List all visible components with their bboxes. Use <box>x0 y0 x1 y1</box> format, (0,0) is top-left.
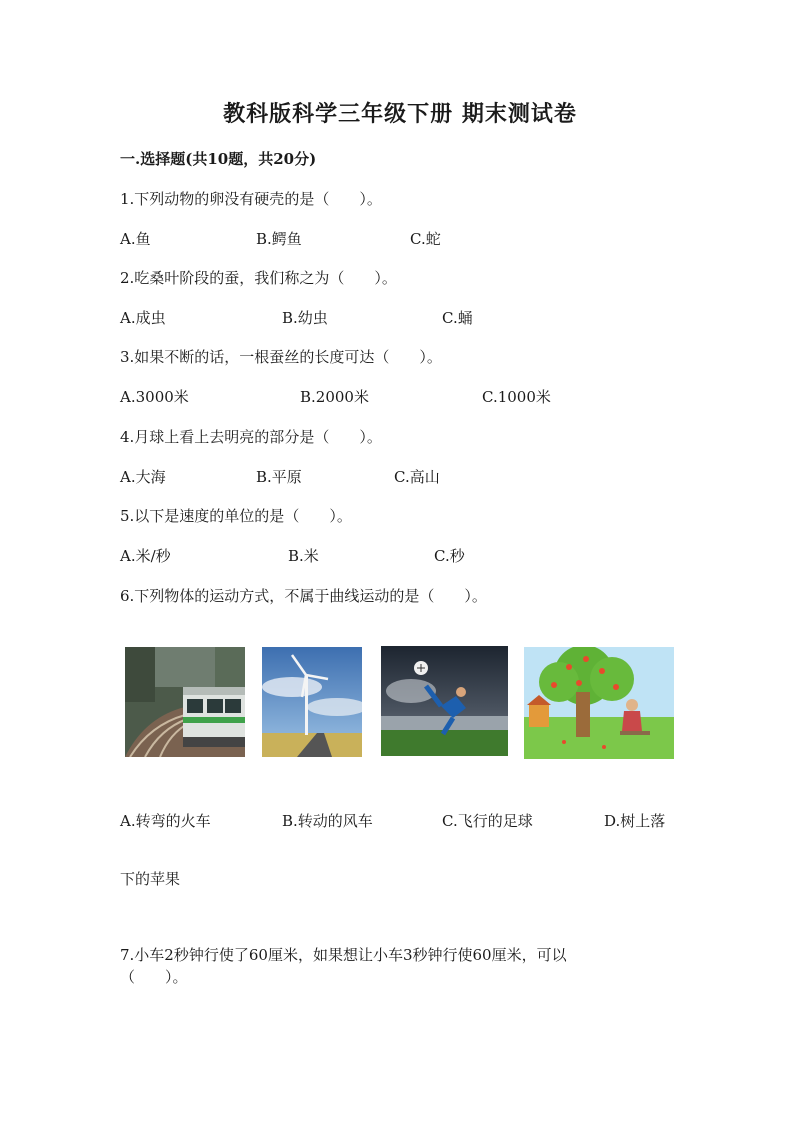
question-3: 3.如果不断的话，一根蚕丝的长度可达（ ）。 <box>120 348 442 366</box>
question-5-option-b: B.米 <box>288 547 319 565</box>
section-heading: 一.选择题(共10题，共20分) <box>120 150 317 168</box>
question-2: 2.吃桑叶阶段的蚕，我们称之为（ ）。 <box>120 269 397 287</box>
question-6-option-d-continuation: 下的苹果 <box>120 870 181 888</box>
question-5-option-c: C.秒 <box>434 547 465 565</box>
question-3-option-b: B.2000米 <box>300 388 369 406</box>
question-5: 5.以下是速度的单位的是（ ）。 <box>120 507 352 525</box>
question-6-option-d: D.树上落 <box>604 812 666 830</box>
question-4-option-c: C.高山 <box>394 468 440 486</box>
page-title: 教科版科学三年级下册 期末测试卷 <box>223 101 577 127</box>
question-3-option-a: A.3000米 <box>120 388 189 406</box>
question-1-option-c: C.蛇 <box>410 230 441 248</box>
apple-tree-cartoon <box>524 647 674 759</box>
question-7-line-1: 7.小车2秒钟行使了60厘米，如果想让小车3秒钟行使60厘米，可以 <box>120 946 567 964</box>
question-6-option-c: C.飞行的足球 <box>442 812 533 830</box>
question-4: 4.月球上看上去明亮的部分是（ ）。 <box>120 428 382 446</box>
question-2-option-a: A.成虫 <box>120 309 166 327</box>
question-3-option-c: C.1000米 <box>482 388 551 406</box>
question-2-option-b: B.幼虫 <box>282 309 328 327</box>
football-player-photo <box>381 646 508 756</box>
wind-turbine-photo <box>262 647 362 757</box>
question-1: 1.下列动物的卵没有硬壳的是（ ）。 <box>120 190 382 208</box>
question-7-line-2: （ ）。 <box>120 968 188 986</box>
question-6-option-a: A.转弯的火车 <box>120 812 211 830</box>
question-4-option-a: A.大海 <box>120 468 166 486</box>
question-2-option-c: C.蛹 <box>442 309 473 327</box>
question-1-option-a: A.鱼 <box>120 230 151 248</box>
question-5-option-a: A.米/秒 <box>120 547 171 565</box>
train-photo <box>125 647 245 757</box>
question-6: 6.下列物体的运动方式，不属于曲线运动的是（ ）。 <box>120 587 487 605</box>
question-6-option-b: B.转动的风车 <box>282 812 373 830</box>
question-4-option-b: B.平原 <box>256 468 302 486</box>
question-1-option-b: B.鳄鱼 <box>256 230 302 248</box>
